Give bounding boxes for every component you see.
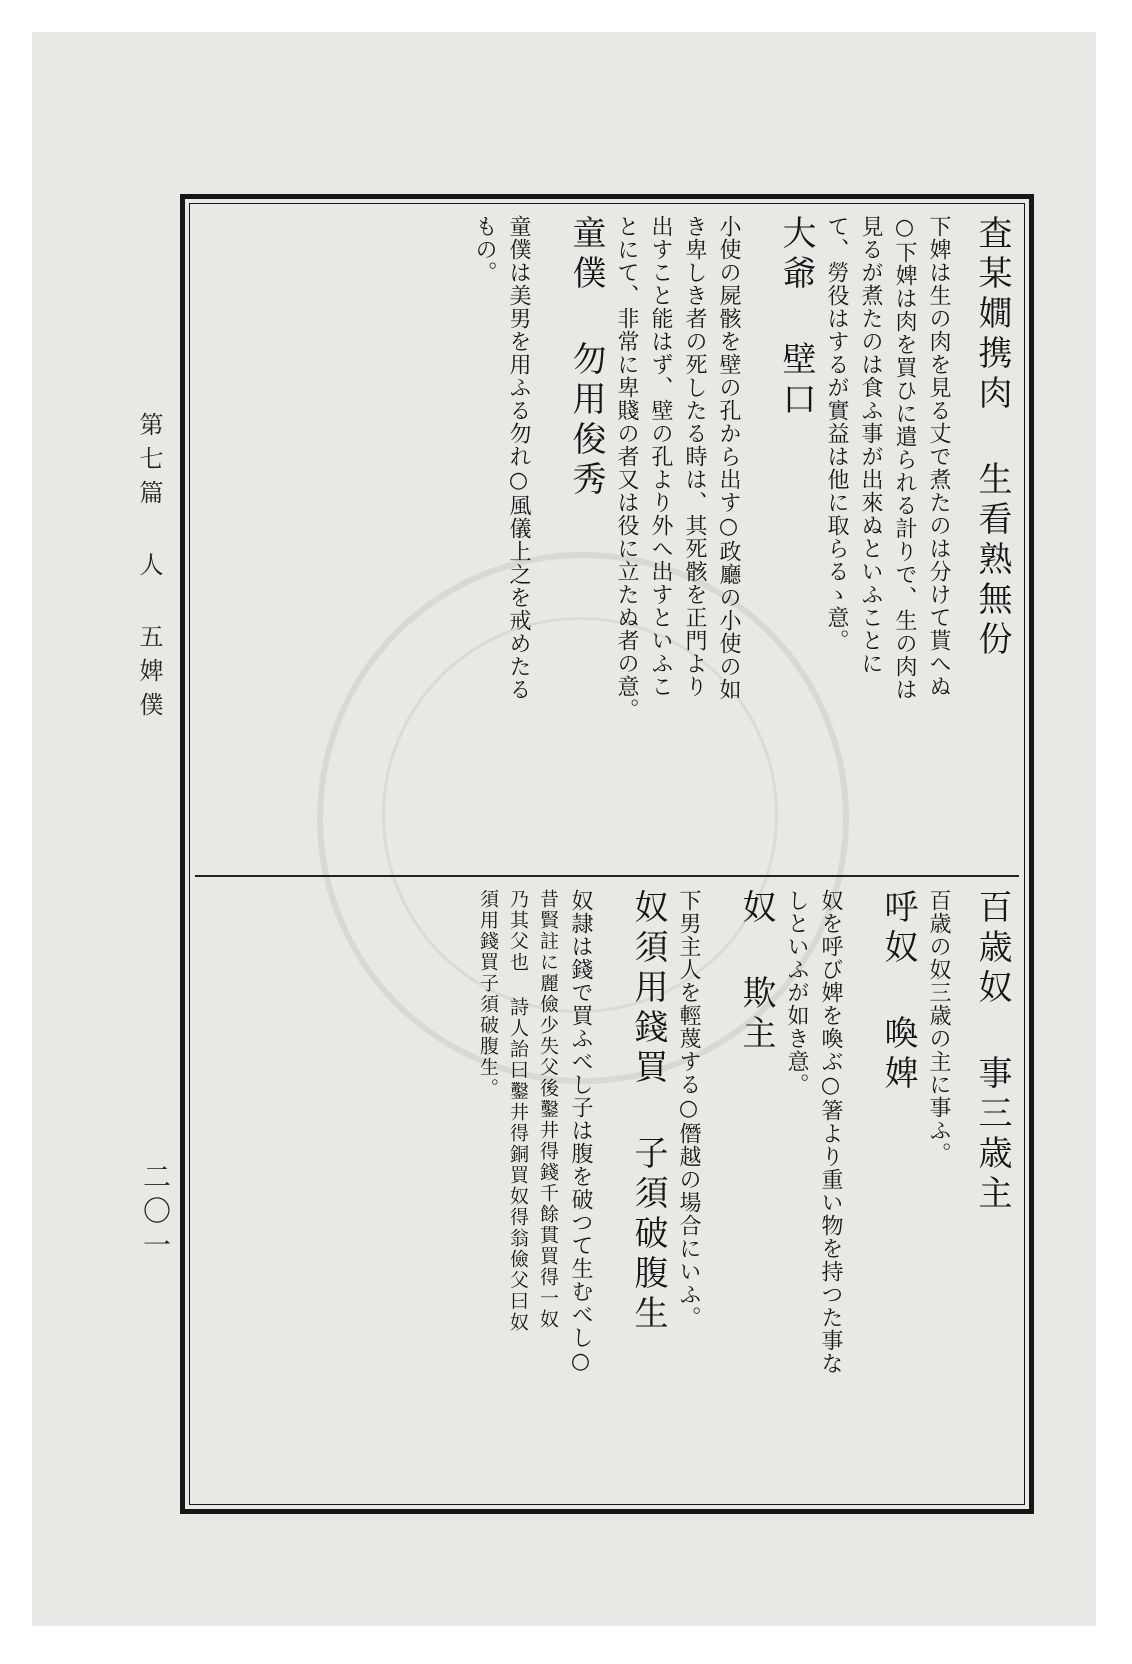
gloss-line: 小使の屍骸を壁の孔から出す○政廳の小使の如 (716, 215, 741, 701)
gloss-line: もの。 (472, 215, 497, 284)
lower-panel (199, 889, 1015, 1487)
running-header: 第七篇 人 五婢僕 (135, 412, 163, 726)
proverb-heading: 査某嫺携肉 生看熟無份 (972, 215, 1012, 661)
gloss-line: ○下婢は肉を買ひに遣られる計りで、生の肉は (892, 215, 917, 701)
page-number: 二〇一 (139, 1162, 172, 1264)
proverb-heading: 呼奴 喚婢 (878, 889, 918, 1095)
proverb-heading: 童僕 勿用俊秀 (566, 215, 606, 501)
gloss-line: しといふが如き意。 (784, 889, 809, 1096)
proverb-heading: 奴 欺主 (736, 889, 776, 1055)
gloss-line: 昔賢註に麗儉少失父後鑿井得錢千餘貫買得一奴 (537, 889, 559, 1330)
gloss-line: 百歳の奴三歳の主に事ふ。 (926, 889, 951, 1165)
gloss-line: 出すこと能はず、壁の孔より外へ出すといふこ (648, 215, 673, 698)
proverb-heading: 奴須用錢買 子須破腹生 (628, 889, 668, 1335)
text-frame (180, 194, 1034, 1514)
book-page (32, 32, 1096, 1626)
gloss-line: 見るが煮たのは食ふ事が出來ぬといふことに (858, 215, 883, 675)
gloss-line: 乃其父也 詩人詒曰鑿井得銅買奴得翁儉父曰奴 (507, 889, 529, 1333)
gloss-line: 童僕は美男を用ふる勿れ○風儀上之を戒めたる (506, 215, 531, 701)
gloss-line: て、勞役はするが實益は他に取らるゝ意。 (824, 215, 849, 652)
proverb-heading: 大爺 壁口 (776, 215, 816, 421)
upper-panel (199, 215, 1015, 865)
gloss-line: 下婢は生の肉を見る丈で煮たのは分けて貰へぬ (926, 215, 951, 698)
proverb-heading: 百歳奴 事三歳主 (972, 889, 1012, 1215)
gloss-line: とにて、非常に卑賤の者又は役に立たぬ者の意。 (614, 215, 639, 721)
gloss-line: 奴を呼び婢を喚ぶ○箸より重い物を持つた事な (818, 889, 843, 1375)
panel-divider (195, 875, 1019, 877)
gloss-line: 奴隷は錢で買ふべし子は腹を破つて生むべし○ (568, 889, 593, 1375)
gloss-line: 須用錢買子須破腹生。 (477, 889, 499, 1099)
gloss-line: 下男主人を輕蔑する○僭越の場合にいふ。 (676, 889, 701, 1329)
gloss-line: き卑しき者の死したる時は、其死骸を正門より (682, 215, 707, 698)
